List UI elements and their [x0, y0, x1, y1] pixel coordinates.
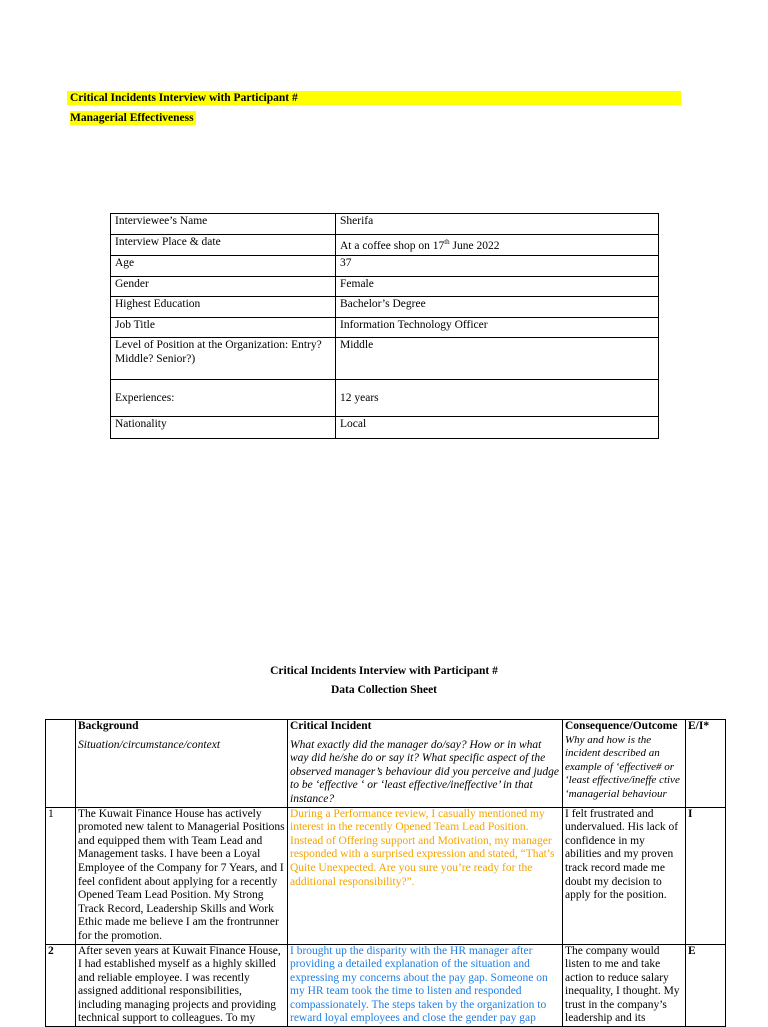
column-prompt: Why and how is the incident described an example of ‘effective# or ‘least effective/ineffe ctive ‘managerial behaviour	[565, 733, 680, 800]
column-prompt: Situation/circumstance/context	[78, 738, 221, 751]
incident-cell: During a Performance review, I casually mentioned my interest in the recently Opened Team Lead Position. Instead of Offering support and Motivation, my manager responded with a surprised expression and stated, “That’s Quite Unexpected. Are you sure you’re ready for the additional responsibility?”.	[288, 807, 563, 944]
consequence-header	[563, 720, 686, 808]
background-cell: After seven years at Kuwait Finance House, I had established myself as a highly skilled and reliable employee. I was recently assigned additional responsibilities, including managing projects and providing technical support to colleagues. To my	[76, 944, 288, 1027]
info-label: Gender	[111, 277, 336, 297]
number-header	[46, 720, 76, 808]
row-number: 2	[46, 944, 76, 1027]
info-label: Job Title	[111, 318, 336, 338]
info-row	[111, 338, 659, 380]
section-title: Critical Incidents Interview with Participant #	[270, 665, 498, 677]
info-value: Sherifa	[336, 214, 659, 235]
consequence-cell: The company would listen to me and take action to reduce salary inequality, I thought. My trust in the company’s leadership and its	[563, 944, 686, 1027]
info-label: Experiences:	[111, 380, 336, 417]
ei-cell: E	[686, 944, 726, 1027]
ei-header	[686, 720, 726, 808]
info-row	[111, 214, 659, 235]
table-row	[46, 807, 726, 944]
info-row	[111, 318, 659, 338]
info-value: 37	[336, 256, 659, 277]
incident-header	[288, 720, 563, 808]
interviewee-info-table	[110, 213, 659, 439]
column-title: Critical Incident	[290, 720, 372, 732]
section-subtitle: Data Collection Sheet	[330, 684, 438, 696]
info-label: Highest Education	[111, 297, 336, 318]
column-prompt: What exactly did the manager do/say? How or in what way did he/she do or say it? What specific aspect of the observed manager’s behaviour did you perceive and judge to be ‘effective ‘ or ‘least effective/ineffective’ in that instance?	[290, 738, 560, 805]
consequence-cell: I felt frustrated and undervalued. His lack of confidence in my abilities and my proven track record made me doubt my decision to apply for the position.	[563, 807, 686, 944]
info-row	[111, 256, 659, 277]
info-value: At a coffee shop on 17th June 2022	[336, 235, 659, 256]
document-title: Critical Incidents Interview with Participant #	[67, 91, 681, 105]
ei-cell: I	[686, 807, 726, 944]
info-value: Female	[336, 277, 659, 297]
incident-cell: I brought up the disparity with the HR manager after providing a detailed explanation of the situation and expressing my concerns about the pay gap. Someone on my HR team took the time to listen and responded compassionately. The steps taken by the organization to reward loyal employees and close the gender pay gap	[288, 944, 563, 1027]
info-value: Local	[336, 417, 659, 439]
info-label: Interview Place & date	[111, 235, 336, 256]
header-row	[46, 720, 726, 808]
info-value: Bachelor’s Degree	[336, 297, 659, 318]
info-row	[111, 297, 659, 318]
info-label: Age	[111, 256, 336, 277]
background-header	[76, 720, 288, 808]
column-title: Background	[78, 720, 139, 732]
background-cell: The Kuwait Finance House has actively promoted new talent to Managerial Positions and equipped them with Team Lead and Management tasks. I have been a Loyal Employee of the Company for 7 Years, and I feel confident about applying for a recently Opened Team Lead Position. My Strong Track Record, Leadership Skills and Work Ethic made me believe I am the frontrunner for the promotion.	[76, 807, 288, 944]
row-number: 1	[46, 807, 76, 944]
info-value: Information Technology Officer	[336, 318, 659, 338]
info-label: Level of Position at the Organization: Entry? Middle? Senior?)	[111, 338, 336, 380]
info-label: Nationality	[111, 417, 336, 439]
document-subtitle: Managerial Effectiveness	[70, 112, 194, 124]
column-title: E/I*	[688, 720, 710, 732]
info-row	[111, 235, 659, 256]
info-label: Interviewee’s Name	[111, 214, 336, 235]
info-value: 12 years	[336, 380, 659, 417]
data-collection-table	[45, 719, 726, 1027]
info-row	[111, 417, 659, 439]
table-row	[46, 944, 726, 1027]
column-title: Consequence/Outcome	[565, 720, 678, 732]
info-value: Middle	[336, 338, 659, 380]
info-row	[111, 277, 659, 297]
info-row	[111, 380, 659, 417]
